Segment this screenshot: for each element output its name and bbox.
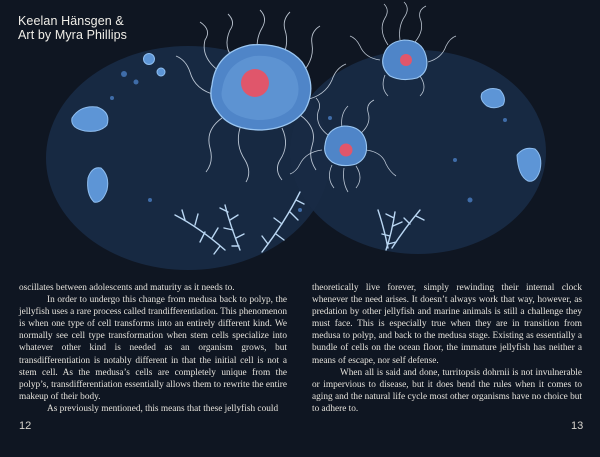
author-credits [18,14,127,42]
page-number-right: 13 [571,420,584,432]
large-jellyfish-core [241,69,269,97]
page-number-left: 12 [19,420,32,432]
left-text-column [19,282,287,415]
paragraph: theoretically live forever, simply rewinding their internal clock whenever the need arises. It doesn’t always work that way, however, as predation by other jellyfish and marine animals is still a challenge they must face. This is especially true when they are in transition from medusa to polyp, and back to the medusa stage. Existing as essentially a bundle of cells on the ocean floor, the immature jellyfish has neither a means of escape, nor self defense. [312,283,582,366]
author-line: Keelan Hänsgen & [18,14,124,28]
small-jellyfish-top-core [400,54,412,66]
paragraph: As previously mentioned, this means that these jellyfish could [47,403,279,414]
small-jellyfish-middle-core [340,144,353,157]
paragraph: oscillates between adolescents and maturity as it needs to. [19,283,235,293]
artist-line: Art by Myra Phillips [18,28,127,42]
right-text-column [312,282,582,415]
paragraph: When all is said and done, turritopsis dohrnii is not invulnerable or impervious to disease, but it does bend the rules when it comes to aging and the natural life cycle most other organisms have no choice but to adhere to. [312,367,582,414]
paragraph: In order to undergo this change from medusa back to polyp, the jellyfish uses a rare process called trandifferentiation. This phenomenon is when one type of cell transforms into an entirely different kind. We normally see cell type transformation when stem cells specialize into whatever other kind is needed as an organism grows, but transdifferentiation is notably different in that the initial cell is not a stem cell. As the medusa’s cells are completely unique from the polyp’s, transdifferentiation essentially allows them to rewrite the entire makeup of their body. [19,295,287,402]
